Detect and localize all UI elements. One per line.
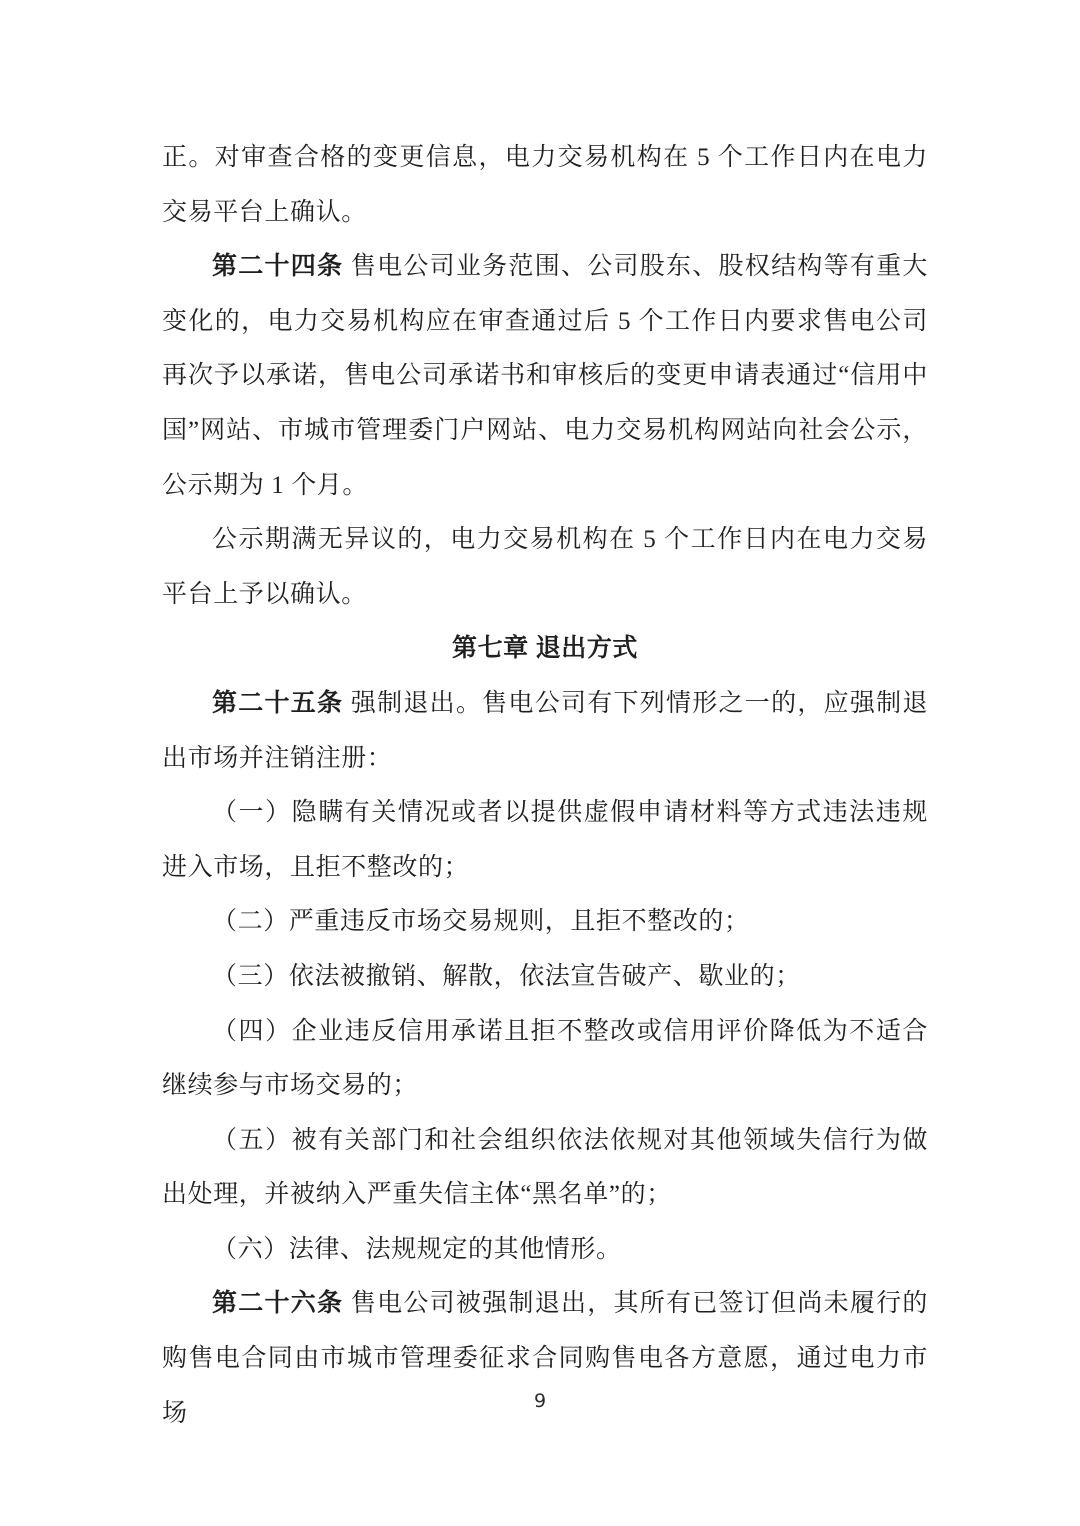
paragraph-text: （六）法律、法规规定的其他情形。	[212, 1235, 622, 1263]
document-body	[162, 131, 928, 1441]
paragraph-text: 公示期满无异议的，电力交易机构在 5 个工作日内在电力交易平台上予以确认。	[162, 526, 928, 608]
paragraph-text: 强制退出。售电公司有下列情形之一的，应强制退出市场并注销注册：	[162, 689, 928, 772]
paragraph-text: （三）依法被撤销、解散，依法宣告破产、歇业的；	[212, 962, 801, 990]
paragraph-text: （一）隐瞒有关情况或者以提供虚假申请材料等方式违法违规进入市场，且拒不整改的；	[162, 799, 928, 881]
paragraph-text: （五）被有关部门和社会组织依法依规对其他领域失信行为做出处理，并被纳入严重失信主体“黑名单”的；	[162, 1126, 928, 1209]
body-paragraph-publicity	[162, 513, 928, 622]
chapter-7-heading: 第七章 退出方式	[451, 635, 639, 663]
article-24-label: 第二十四条	[212, 253, 344, 281]
list-item-2	[162, 895, 928, 950]
list-item-1	[162, 786, 928, 895]
article-25-label: 第二十五条	[212, 689, 344, 717]
article-26-label: 第二十六条	[212, 1290, 344, 1318]
list-item-5	[162, 1114, 928, 1223]
list-item-6	[162, 1223, 928, 1278]
list-item-4	[162, 1005, 928, 1114]
paragraph-text: （二）严重违反市场交易规则，且拒不整改的；	[212, 908, 750, 936]
article-24-paragraph	[162, 240, 928, 513]
paragraph-text: （四）企业违反信用承诺且拒不整改或信用评价降低为不适合继续参与市场交易的；	[162, 1017, 928, 1100]
article-26-paragraph	[162, 1277, 928, 1441]
paragraph-text: 售电公司被强制退出，其所有已签订但尚未履行的购售电合同由市城市管理委征求合同购售电各方意愿，通过电力市场	[162, 1290, 928, 1427]
paragraph-text: 正。对审查合格的变更信息，电力交易机构在 5 个工作日内在电力交易平台上确认。	[162, 144, 928, 226]
list-item-3	[162, 950, 928, 1005]
paragraph-text: 售电公司业务范围、公司股东、股权结构等有重大变化的，电力交易机构应在审查通过后 5 个工作日内要求售电公司再次予以承诺，售电公司承诺书和审核后的变更申请表通过“信用中国”网站、市城市管理委门户网站、电力交易机构网站向社会公示，公示期为 1 个月。	[162, 253, 928, 499]
article-25-paragraph	[162, 677, 928, 786]
body-paragraph-continuation	[162, 131, 928, 240]
page-number: 9	[533, 1390, 547, 1412]
